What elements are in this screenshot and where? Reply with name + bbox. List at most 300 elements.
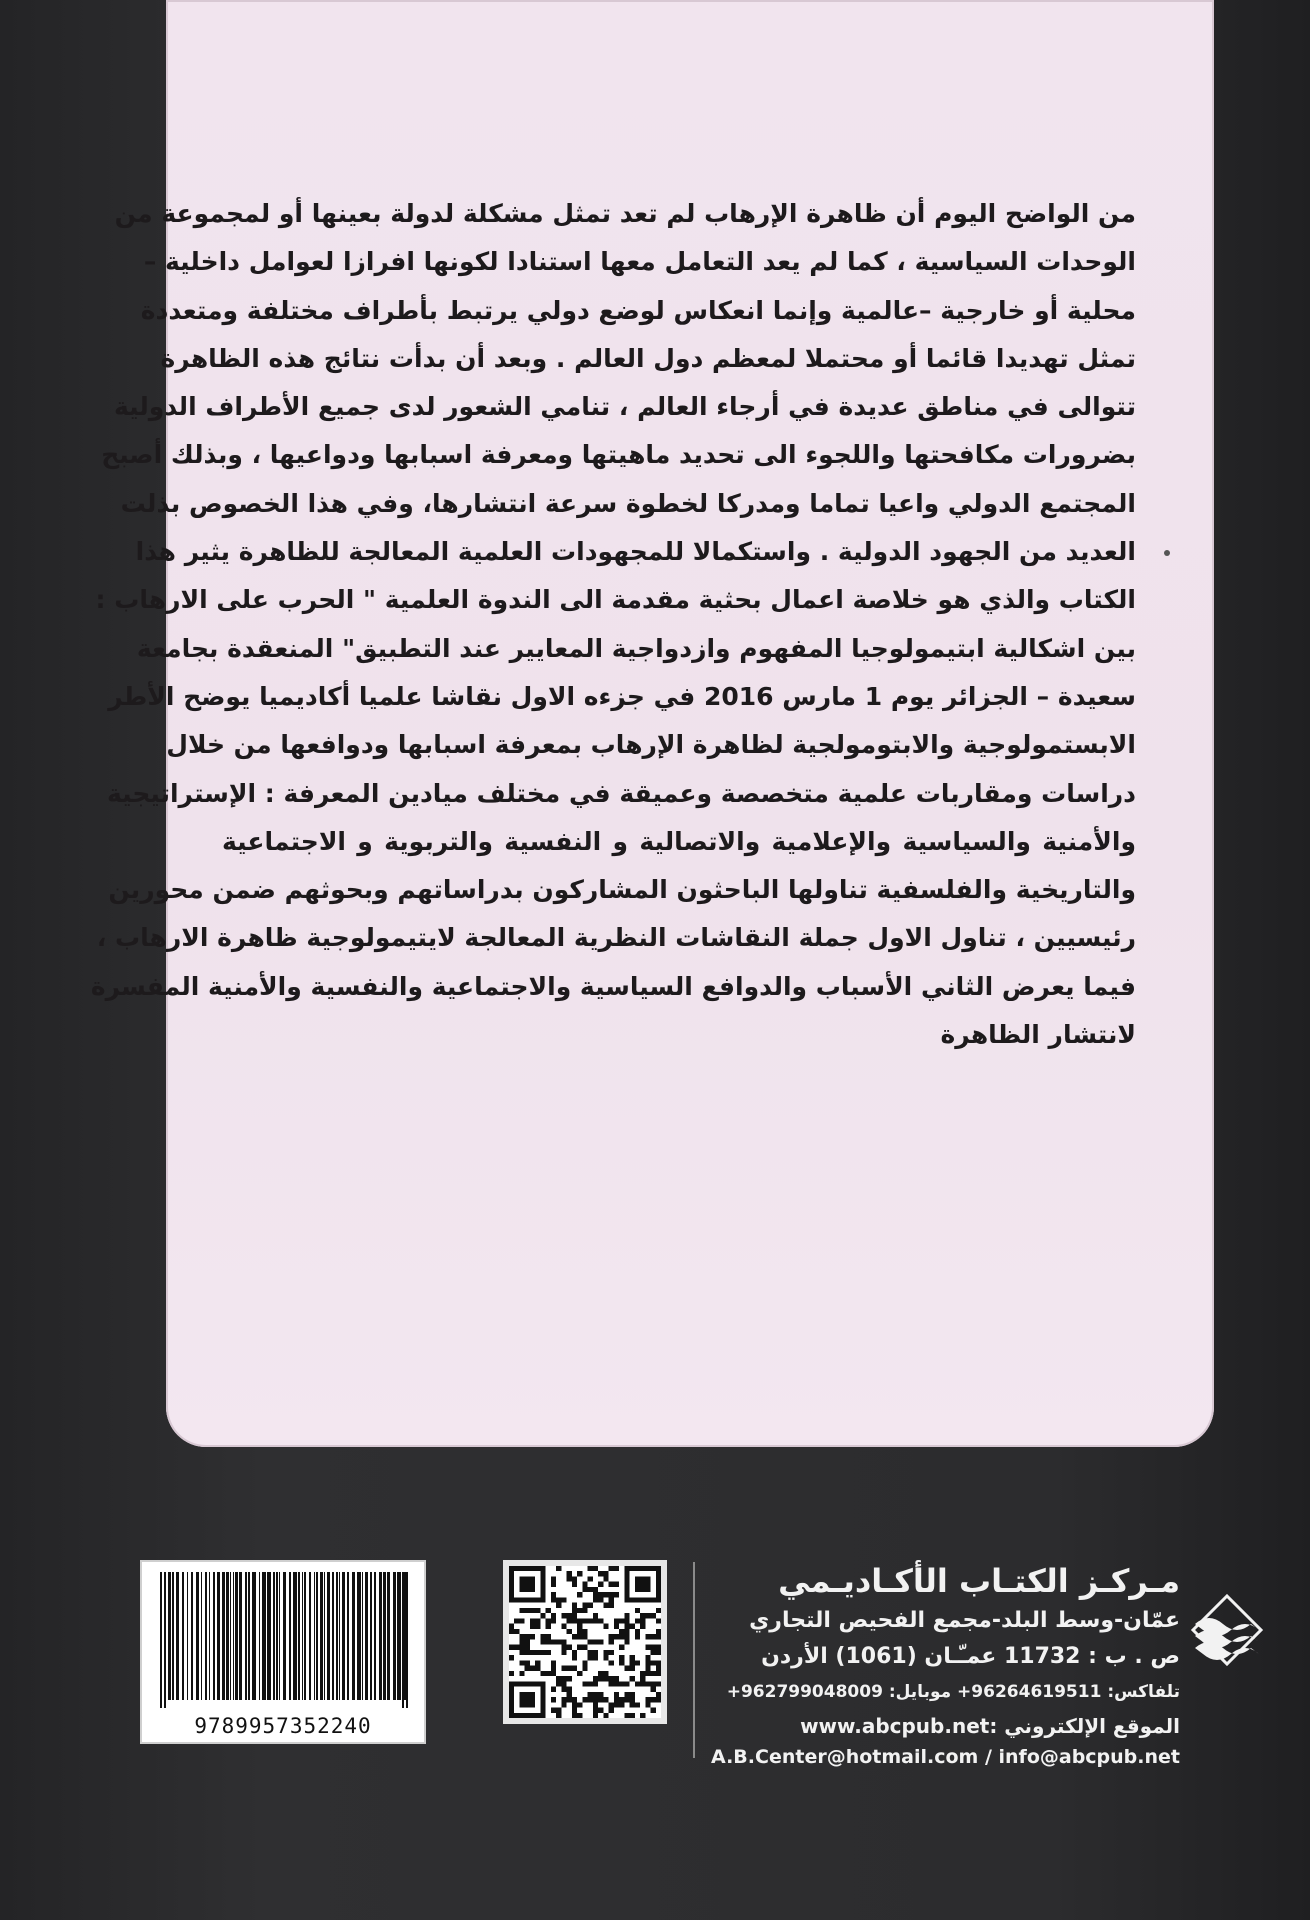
qr-module [572,1702,577,1707]
qr-module [656,1566,661,1571]
qr-module [572,1708,577,1713]
qr-module [556,1597,561,1602]
barcode-bar [217,1572,220,1700]
qr-module [651,1671,656,1676]
description-line: سعيدة – الجزائر يوم 1 مارس 2016 في جزءه الاول نقاشا علميا أكاديميا يوضح الأطر [108,681,1136,711]
qr-module [645,1681,650,1686]
qr-module [525,1681,530,1686]
qr-module [551,1582,556,1587]
qr-module [603,1603,608,1608]
qr-module [530,1608,535,1613]
qr-module [519,1608,524,1613]
qr-module [588,1697,593,1702]
qr-module [588,1639,593,1644]
qr-module [624,1566,629,1571]
qr-module [635,1660,640,1665]
description-line: بضرورات مكافحتها واللجوء الى تحديد ماهيتها ومعرفة اسبابها ودواعيها ، وبذلك أصبح [101,440,1136,470]
barcode-bar [402,1572,404,1708]
qr-module [651,1613,656,1618]
qr-module [530,1566,535,1571]
qr-module [561,1639,566,1644]
qr-module [656,1571,661,1576]
qr-module [530,1697,535,1702]
qr-module [593,1713,598,1718]
qr-module [540,1713,545,1718]
barcode-bar [383,1572,386,1700]
qr-module [567,1629,572,1634]
qr-module [630,1702,635,1707]
qr-module [630,1666,635,1671]
qr-module [624,1692,629,1697]
qr-module [588,1655,593,1660]
qr-module [645,1634,650,1639]
qr-module [551,1592,556,1597]
qr-module [561,1666,566,1671]
barcode-bar [339,1572,340,1700]
barcode-bar [379,1572,382,1700]
qr-module [577,1645,582,1650]
qr-module [588,1576,593,1581]
barcode-bar [293,1572,297,1700]
qr-module [530,1597,535,1602]
qr-module [530,1713,535,1718]
qr-module [603,1713,608,1718]
isbn-barcode [140,1560,426,1744]
qr-module [525,1597,530,1602]
qr-module [656,1576,661,1581]
barcode-bar [279,1572,280,1700]
qr-module [603,1655,608,1660]
qr-module [530,1624,535,1629]
qr-module [509,1571,514,1576]
qr-module [598,1676,603,1681]
qr-module [582,1697,587,1702]
barcode-bar [336,1572,338,1700]
qr-module [509,1629,514,1634]
qr-module [645,1666,650,1671]
publisher-phones: تلفاكس: 96264619511+ موبايل: 962799048009+ [726,1682,1180,1702]
qr-module [509,1624,514,1629]
qr-module [561,1624,566,1629]
qr-module [551,1708,556,1713]
vertical-divider [693,1562,695,1758]
qr-module [561,1597,566,1602]
qr-module [519,1639,524,1644]
qr-module [656,1697,661,1702]
barcode-bar [226,1572,229,1700]
qr-module [546,1618,551,1623]
qr-module [572,1655,577,1660]
qr-module [567,1692,572,1697]
barcode-bar [397,1572,401,1700]
qr-module [525,1608,530,1613]
qr-module [640,1671,645,1676]
barcode-bar [213,1572,215,1700]
qr-module [624,1576,629,1581]
qr-module [609,1597,614,1602]
qr-module [640,1624,645,1629]
qr-module [519,1576,524,1581]
qr-module [572,1697,577,1702]
qr-module [640,1597,645,1602]
qr-module [651,1566,656,1571]
qr-module [624,1618,629,1623]
qr-module [619,1634,624,1639]
description-line: بين اشكالية ابتيمولوجيا المفهوم وازدواجية المعايير عند التطبيق" المنعقدة بجامعة [136,633,1136,663]
qr-module [614,1566,619,1571]
barcode-bar [248,1572,250,1700]
qr-module [582,1645,587,1650]
barcode-bar [387,1572,390,1700]
qr-module [525,1666,530,1671]
qr-module [624,1629,629,1634]
qr-module [525,1634,530,1639]
barcode-bar [304,1572,306,1700]
qr-module [598,1708,603,1713]
qr-module [514,1618,519,1623]
qr-module [598,1582,603,1587]
qr-module [593,1587,598,1592]
qr-module [535,1624,540,1629]
barcode-bar [191,1572,193,1700]
qr-module [603,1624,608,1629]
qr-module [593,1618,598,1623]
qr-module [535,1660,540,1665]
qr-module [588,1681,593,1686]
qr-module [551,1687,556,1692]
qr-module [556,1639,561,1644]
barcode-bar [196,1572,199,1700]
qr-module [556,1676,561,1681]
qr-module [530,1681,535,1686]
qr-module [561,1613,566,1618]
qr-module [546,1608,551,1613]
qr-module [540,1634,545,1639]
qr-module [572,1608,577,1613]
qr-module [624,1639,629,1644]
qr-module [582,1603,587,1608]
barcode-bar [370,1572,372,1700]
qr-code[interactable] [503,1560,667,1724]
barcode-bar [182,1572,184,1700]
qr-module [525,1645,530,1650]
qr-module [614,1618,619,1623]
qr-module [509,1597,514,1602]
qr-module [640,1566,645,1571]
barcode-bar [160,1572,162,1708]
qr-module [593,1639,598,1644]
qr-module [572,1576,577,1581]
barcode-bar [201,1572,202,1700]
qr-module [588,1692,593,1697]
barcode-bar [222,1572,225,1700]
qr-module [619,1655,624,1660]
qr-module [556,1681,561,1686]
qr-module [630,1655,635,1660]
barcode-bar [393,1572,396,1700]
barcode-bar [324,1572,325,1700]
qr-module [540,1639,545,1644]
qr-module [546,1634,551,1639]
qr-module [519,1660,524,1665]
qr-module [593,1655,598,1660]
qr-module [609,1592,614,1597]
qr-module [525,1587,530,1592]
qr-module [540,1576,545,1581]
barcode-bar [262,1572,266,1700]
publisher-address: عمّان-وسط البلد-مجمع الفحيص التجاري [749,1608,1180,1633]
description-line: المجتمع الدولي واعيا تماما ومدركا لخطوة سرعة انتشارها، وفي هذا الخصوص بذلت [120,488,1136,518]
qr-module [540,1566,545,1571]
qr-module [656,1634,661,1639]
qr-module [609,1634,614,1639]
qr-module [551,1576,556,1581]
qr-module [525,1576,530,1581]
qr-module [582,1629,587,1634]
publisher-website[interactable]: الموقع الإلكتروني :www.abcpub.net [800,1714,1180,1738]
qr-module [609,1676,614,1681]
qr-module [640,1676,645,1681]
qr-module [624,1697,629,1702]
qr-module [519,1587,524,1592]
qr-module [656,1618,661,1623]
qr-module [624,1681,629,1686]
qr-module [577,1571,582,1576]
qr-module [593,1697,598,1702]
qr-module [519,1634,524,1639]
qr-module [561,1676,566,1681]
qr-module [635,1597,640,1602]
description-line: الابستمولوجية والابتومولجية لظاهرة الإرهاب بمعرفة اسبابها ودوافعها من خلال [166,730,1136,760]
qr-module [582,1634,587,1639]
qr-module [609,1566,614,1571]
qr-module [509,1566,514,1571]
qr-module [656,1582,661,1587]
barcode-bar [347,1572,349,1700]
barcode-bar [187,1572,188,1700]
qr-module [582,1618,587,1623]
qr-module [624,1592,629,1597]
qr-module [567,1571,572,1576]
qr-module [577,1671,582,1676]
barcode-bar [352,1572,355,1700]
barcode-bar [406,1572,408,1708]
qr-module [614,1592,619,1597]
qr-module [514,1597,519,1602]
qr-module [519,1650,524,1655]
qr-module [635,1629,640,1634]
barcode-bar [309,1572,311,1700]
qr-module [614,1624,619,1629]
qr-module [593,1702,598,1707]
qr-module [582,1681,587,1686]
qr-module [640,1582,645,1587]
qr-module [624,1597,629,1602]
description-line: فيما يعرض الثاني الأسباب والدوافع السياسية والاجتماعية والنفسية والأمنية المفسرة [90,971,1136,1001]
qr-module [609,1681,614,1686]
qr-module [551,1597,556,1602]
qr-module [567,1676,572,1681]
qr-module [514,1629,519,1634]
qr-module [619,1618,624,1623]
qr-module [540,1613,545,1618]
description-line: رئيسيين ، تناول الاول جملة النقاشات النظرية المعالجة لايتيمولوجية ظاهرة الارهاب ، [96,923,1136,953]
qr-module [603,1697,608,1702]
qr-module [530,1702,535,1707]
qr-module [572,1713,577,1718]
qr-module [540,1587,545,1592]
qr-module [572,1650,577,1655]
qr-module [645,1660,650,1665]
publisher-waves-logo-icon [1187,1590,1267,1670]
description-line: الكتاب والذي هو خلاصة اعمال بحثية مقدمة الى الندوة العلمية " الحرب على الارهاب : [95,585,1136,615]
description-line: من الواضح اليوم أن ظاهرة الإرهاب لم تعد تمثل مشكلة لدولة بعينها أو لمجموعة من [114,199,1136,228]
qr-module [514,1566,519,1571]
qr-module [530,1666,535,1671]
qr-module [582,1660,587,1665]
barcode-bar [252,1572,256,1700]
qr-module [619,1645,624,1650]
qr-module [656,1650,661,1655]
qr-module [635,1587,640,1592]
qr-module [656,1592,661,1597]
barcode-bar [283,1572,286,1700]
qr-module [593,1566,598,1571]
qr-module [540,1592,545,1597]
qr-module [598,1571,603,1576]
qr-module [514,1681,519,1686]
qr-module [551,1671,556,1676]
qr-module [656,1692,661,1697]
barcode-bar [374,1572,376,1700]
qr-module [572,1613,577,1618]
qr-module [645,1566,650,1571]
qr-module [546,1671,551,1676]
qr-module [551,1660,556,1665]
qr-module [535,1566,540,1571]
description-line: تتوالى في مناطق عديدة في أرجاء العالم ، تنامي الشعور لدى جميع الأطراف الدولية [113,392,1136,422]
qr-module [651,1687,656,1692]
qr-module [525,1692,530,1697]
qr-module [593,1708,598,1713]
qr-module [582,1582,587,1587]
qr-module [525,1582,530,1587]
barcode-bar [168,1572,171,1700]
qr-module [577,1702,582,1707]
barcode-bar [314,1572,315,1700]
publisher-name: مـركـز الكتـاب الأكـاديـمي [778,1562,1180,1600]
qr-module [630,1597,635,1602]
qr-module [577,1608,582,1613]
qr-module [645,1597,650,1602]
qr-module [651,1681,656,1686]
qr-module [535,1650,540,1655]
qr-module [509,1587,514,1592]
qr-module [509,1692,514,1697]
qr-module [603,1676,608,1681]
qr-module [593,1597,598,1602]
qr-module [651,1660,656,1665]
qr-module [609,1603,614,1608]
qr-module [603,1650,608,1655]
qr-module [656,1587,661,1592]
qr-module [519,1681,524,1686]
qr-module [572,1618,577,1623]
barcode-bar [245,1572,247,1700]
qr-module [614,1634,619,1639]
barcode-bar [267,1572,271,1700]
qr-module [561,1702,566,1707]
qr-module [635,1618,640,1623]
qr-module [572,1603,577,1608]
qr-module [624,1587,629,1592]
qr-module [509,1681,514,1686]
qr-module [572,1634,577,1639]
barcode-bar [357,1572,361,1700]
barcode-bar [239,1572,242,1700]
qr-module [509,1697,514,1702]
qr-module [551,1639,556,1644]
barcode-bar [235,1572,238,1700]
qr-module [645,1702,650,1707]
qr-module [593,1613,598,1618]
qr-module [630,1713,635,1718]
qr-module [624,1582,629,1587]
barcode-bar [209,1572,210,1700]
qr-module [540,1671,545,1676]
qr-module [630,1676,635,1681]
qr-module [556,1713,561,1718]
qr-module [530,1618,535,1623]
qr-module [556,1708,561,1713]
qr-module [624,1613,629,1618]
qr-module [525,1713,530,1718]
barcode-bar [172,1572,174,1700]
qr-module [609,1708,614,1713]
qr-code-pattern [509,1566,661,1718]
qr-module [530,1587,535,1592]
qr-module [535,1681,540,1686]
description-line: تمثل تهديدا قائما أو محتملا لمعظم دول العالم . وبعد أن بدأت نتائج هذه الظاهرة [160,343,1136,373]
qr-module [572,1582,577,1587]
publisher-emails[interactable]: A.B.Center@hotmail.com / info@abcpub.net [711,1746,1180,1768]
book-description [90,190,1136,1059]
qr-module [624,1571,629,1576]
qr-module [603,1671,608,1676]
qr-module [540,1597,545,1602]
qr-module [582,1608,587,1613]
qr-module [535,1608,540,1613]
qr-module [519,1697,524,1702]
qr-module [551,1666,556,1671]
qr-module [556,1566,561,1571]
qr-module [640,1587,645,1592]
qr-module [630,1692,635,1697]
qr-module [551,1613,556,1618]
qr-module [535,1597,540,1602]
barcode-bar [342,1572,345,1700]
qr-module [598,1618,603,1623]
qr-module [635,1634,640,1639]
qr-module [540,1650,545,1655]
barcode-bar [289,1572,291,1700]
qr-module [614,1692,619,1697]
qr-module [609,1702,614,1707]
qr-module [651,1645,656,1650]
qr-module [614,1697,619,1702]
qr-module [561,1650,566,1655]
qr-module [525,1660,530,1665]
